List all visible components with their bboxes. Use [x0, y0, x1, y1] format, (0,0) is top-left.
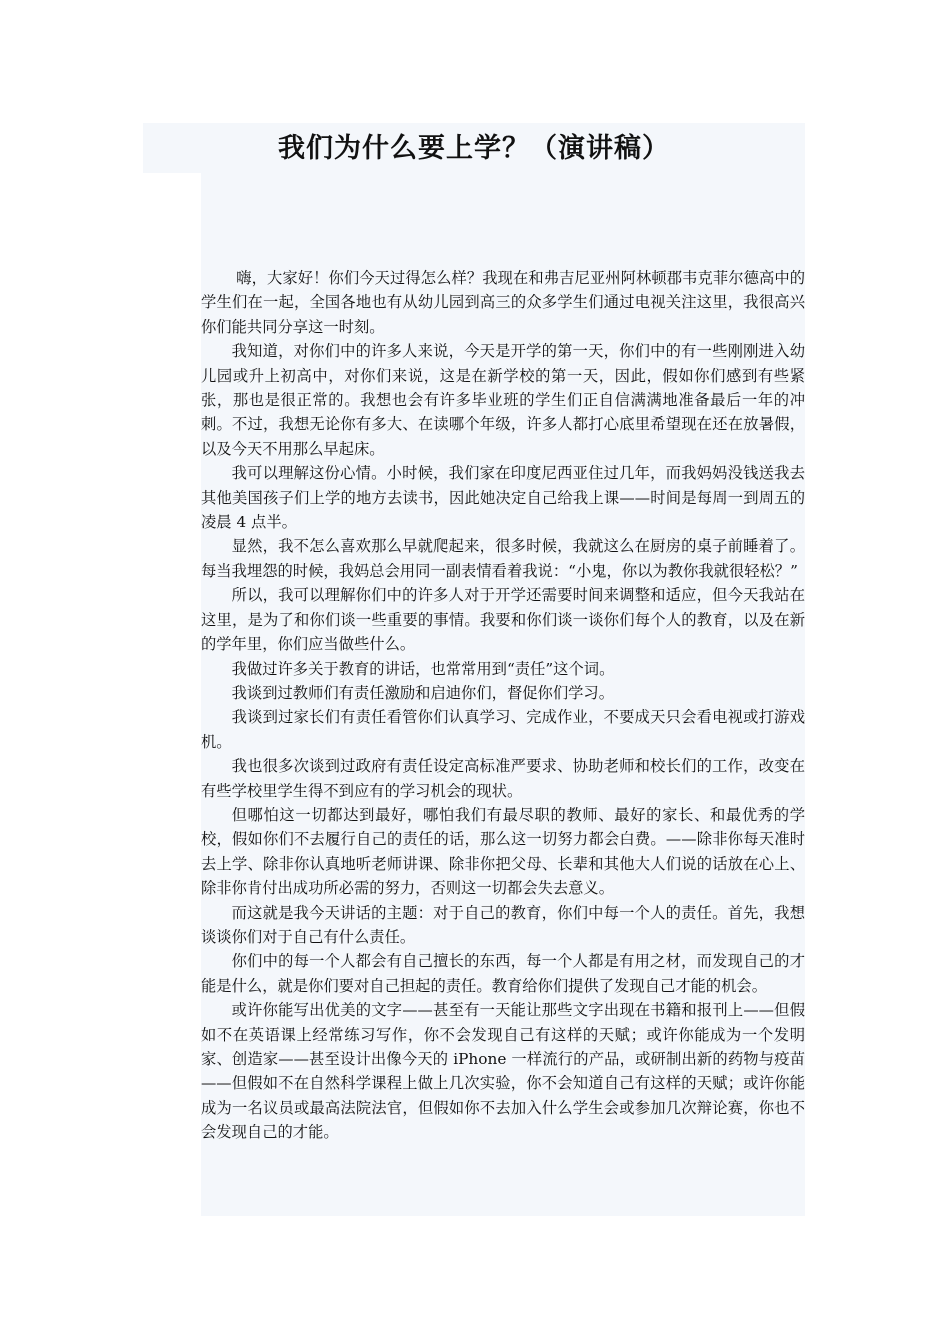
speech-body — [201, 266, 805, 1145]
paragraph: 我做过许多关于教育的讲话，也常常用到“责任”这个词。 — [231, 659, 615, 678]
paragraph: 我谈到过教师们有责任激励和启迪你们，督促你们学习。 — [231, 683, 615, 702]
paragraph: 我谈到过家长们有责任看管你们认真学习、完成作业，不要成天只会看电视或打游戏机。 — [201, 708, 805, 751]
paragraph: 我也很多次谈到过政府有责任设定高标准严要求、协助老师和校长们的工作，改变在有些学校里学生得不到应有的学习机会的现状。 — [201, 757, 805, 800]
paragraph: 你们中的每一个人都会有自己擅长的东西，每一个人都是有用之材，而发现自己的才能是什么，就是你们要对自己担起的责任。教育给你们提供了发现自己才能的机会。 — [201, 952, 805, 995]
paragraph: 显然，我不怎么喜欢那么早就爬起来，很多时候，我就这么在厨房的桌子前睡着了。每当我埋怨的时候，我妈总会用同一副表情看着我说：“小鬼，你以为教你我就很轻松？” — [201, 537, 805, 580]
paragraph: 我可以理解这份心情。小时候，我们家在印度尼西亚住过几年，而我妈妈没钱送我去其他美国孩子们上学的地方去读书，因此她决定自己给我上课——时间是每周一到周五的凌晨 4 点半。 — [201, 464, 805, 532]
paragraph: 但哪怕这一切都达到最好，哪怕我们有最尽职的教师、最好的家长、和最优秀的学校，假如你们不去履行自己的责任的话，那么这一切努力都会白费。——除非你每天准时去上学、除非你认真地听老师讲课、除非你把父母、长辈和其他大人们说的话放在心上、除非你肯付出成功所必需的努力，否则这一切都会失去意义。 — [201, 805, 805, 898]
paragraph: 我知道，对你们中的许多人来说，今天是开学的第一天，你们中的有一些刚刚进入幼儿园或升上初高中，对你们来说，这是在新学校的第一天，因此，假如你们感到有些紧张，那也是很正常的。我想也会有许多毕业班的学生们正自信满满地准备最后一年的冲刺。不过，我想无论你有多大、在读哪个年级，许多人都打心底里希望现在还在放暑假，以及今天不用那么早起床。 — [201, 342, 805, 458]
paragraph: 嗨，大家好！你们今天过得怎么样？我现在和弗吉尼亚州阿林顿郡韦克菲尔德高中的学生们在一起，全国各地也有从幼儿园到高三的众多学生们通过电视关注这里，我很高兴你们能共同分享这一时刻。 — [201, 269, 805, 336]
paragraph: 所以，我可以理解你们中的许多人对于开学还需要时间来调整和适应，但今天我站在这里，是为了和你们谈一些重要的事情。我要和你们谈一谈你们每个人的教育，以及在新的学年里，你们应当做些什么。 — [201, 586, 805, 654]
page-title: 我们为什么要上学？（演讲稿） — [278, 133, 670, 164]
paragraph: 而这就是我今天讲话的主题：对于自己的教育，你们中每一个人的责任。首先，我想谈谈你们对于自己有什么责任。 — [201, 903, 805, 946]
paragraph: 或许你能写出优美的文字——甚至有一天能让那些文字出现在书籍和报刊上——但假如不在英语课上经常练习写作，你不会发现自己有这样的天赋；或许你能成为一个发明家、创造家——甚至设计出像今天的 iPhone 一样流行的产品，或研制出新的药物与疫苗——但假如不在自然科学课程上做上几次实验，你不会知道自己有这样的天赋；或许你能成为一名议员或最高法院法官，但假如你不去加入什么学生会或参加几次辩论赛，你也不会发现自己的才能。 — [201, 1001, 805, 1142]
